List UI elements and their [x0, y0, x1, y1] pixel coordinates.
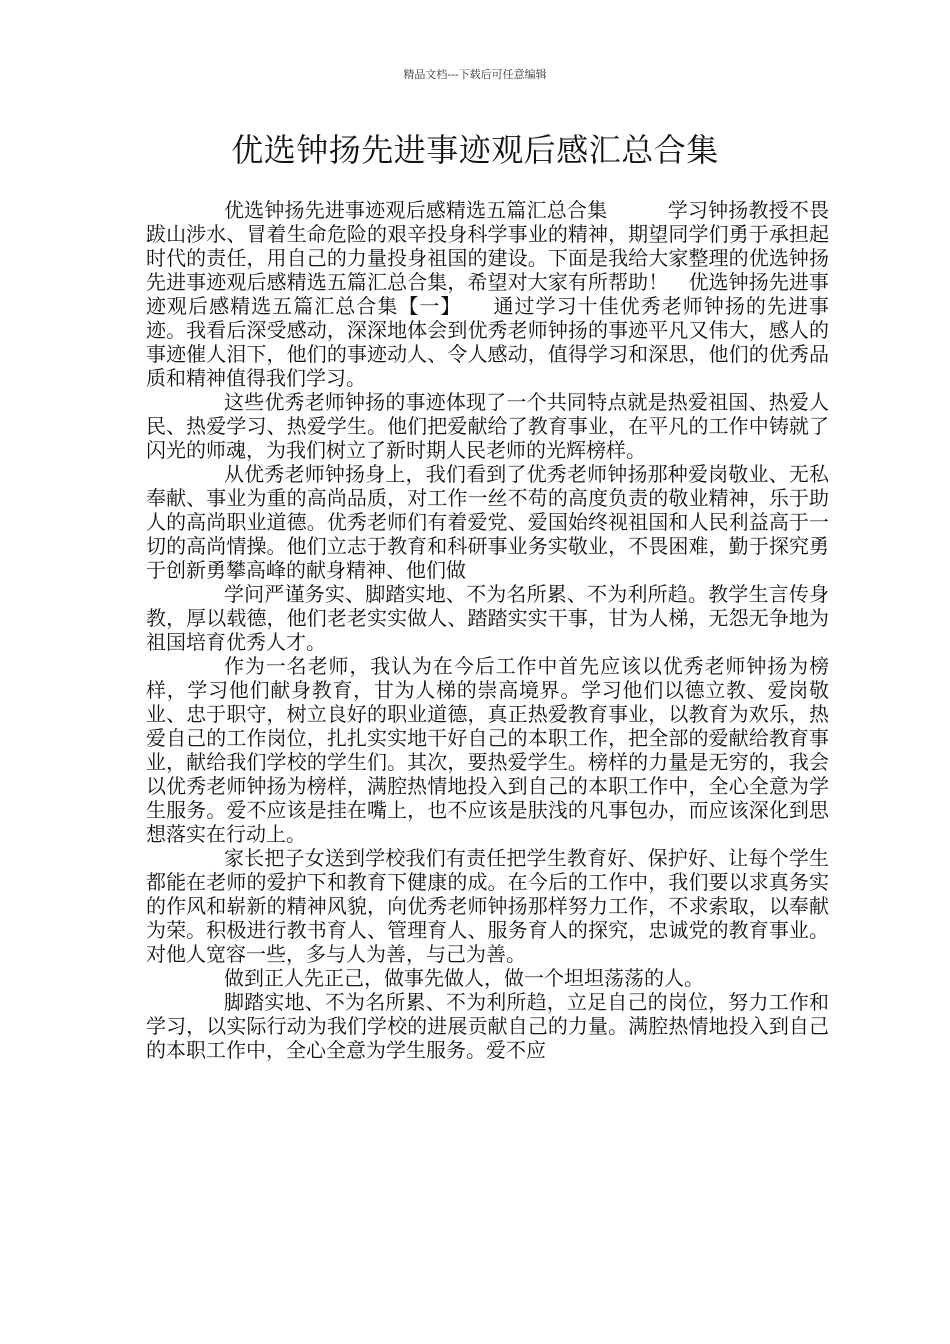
paragraph: 这些优秀老师钟扬的事迹体现了一个共同特点就是热爱祖国、热爱人民、热爱学习、热爱学生。他们把爱献给了教育事业，在平凡的工作中铸就了闪光的师魂，为我们树立了新时期人民老师的光辉榜样。: [146, 390, 829, 462]
page-header: 精品文档---下载后可任意编辑: [403, 68, 547, 81]
paragraph: 学问严谨务实、脚踏实地、不为名所累、不为利所趋。教学生言传身教，厚以载德，他们老老实实做人、踏踏实实干事，甘为人梯，无怨无争地为祖国培育优秀人才。: [146, 582, 829, 654]
paragraph: 作为一名老师，我认为在今后工作中首先应该以优秀老师钟扬为榜样，学习他们献身教育，甘为人梯的崇高境界。学习他们以德立教、爱岗敬业、忠于职守，树立良好的职业道德，真正热爱教育事业，以教育为欢乐，热爱自己的工作岗位，扎扎实实地干好自己的本职工作，把全部的爱献给教育事业，献给我们学校的学生们。其次，要热爱学生。榜样的力量是无穷的，我会以优秀老师钟扬为榜样，满腔热情地投入到自己的本职工作中，全心全意为学生服务。爱不应该是挂在嘴上，也不应该是肤浅的凡事包办，而应该深化到思想落实在行动上。: [146, 654, 829, 846]
document-title: 优选钟扬先进事迹观后感汇总合集: [231, 131, 719, 169]
document-body: [146, 198, 829, 1062]
paragraph: 脚踏实地、不为名所累、不为利所趋，立足自己的岗位，努力工作和学习，以实际行动为我们学校的进展贡献自己的力量。满腔热情地投入到自己的本职工作中，全心全意为学生服务。爱不应: [146, 990, 829, 1062]
paragraph: 优选钟扬先进事迹观后感精选五篇汇总合集 学习钟扬教授不畏跋山涉水、冒着生命危险的艰辛投身科学事业的精神，期望同学们勇于承担起时代的责任，用自己的力量投身祖国的建设。下面是我给大家整理的优选钟扬先进事迹观后感精选五篇汇总合集，希望对大家有所帮助！ 优选钟扬先进事迹观后感精选五篇汇总合集【一】 通过学习十佳优秀老师钟扬的先进事迹。我看后深受感动，深深地体会到优秀老师钟扬的事迹平凡又伟大，感人的事迹催人泪下，他们的事迹动人、令人感动，值得学习和深思，他们的优秀品质和精神值得我们学习。: [146, 198, 829, 390]
paragraph: 做到正人先正己，做事先做人，做一个坦坦荡荡的人。: [224, 966, 704, 990]
paragraph: 家长把子女送到学校我们有责任把学生教育好、保护好、让每个学生都能在老师的爱护下和教育下健康的成。在今后的工作中，我们要以求真务实的作风和崭新的精神风貌，向优秀老师钟扬那样努力工作，不求索取，以奉献为荣。积极进行教书育人、管理育人、服务育人的探究，忠诚党的教育事业。对他人宽容一些，多与人为善，与己为善。: [146, 846, 829, 966]
paragraph: 从优秀老师钟扬身上，我们看到了优秀老师钟扬那种爱岗敬业、无私奉献、事业为重的高尚品质，对工作一丝不苟的高度负责的敬业精神，乐于助人的高尚职业道德。优秀老师们有着爱党、爱国始终视祖国和人民利益高于一切的高尚情操。他们立志于教育和科研事业务实敬业，不畏困难，勤于探究勇于创新勇攀高峰的献身精神、他们做: [146, 462, 829, 582]
